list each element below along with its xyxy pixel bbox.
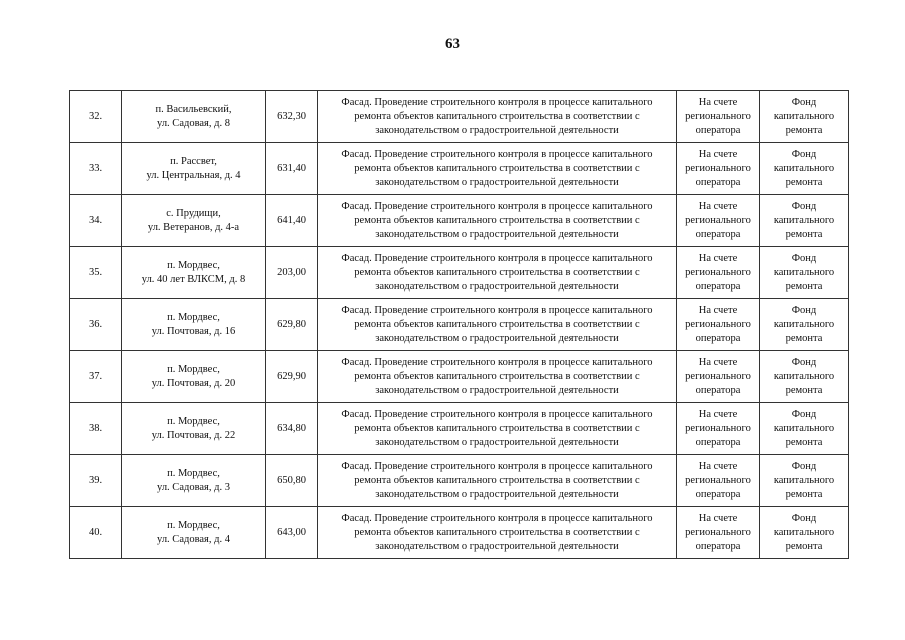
account-text: На счете	[698, 148, 738, 160]
account-text: На счете	[698, 512, 738, 524]
work-description-text: Фасад. Проведение строительного контроля в процессе капитального	[341, 408, 653, 420]
area-cell	[266, 143, 318, 195]
table-row	[70, 507, 849, 559]
account-text: регионального	[685, 370, 751, 382]
row-number-text: 36.	[88, 318, 103, 330]
area-cell	[266, 91, 318, 143]
area-cell	[266, 247, 318, 299]
row-number-cell	[70, 351, 122, 403]
fund-text: ремонта	[785, 332, 823, 344]
address-text: п. Мордвес,	[167, 415, 220, 427]
work-description-text: законодательством о градостроительной деятельности	[375, 436, 619, 448]
account-text: оператора	[695, 332, 741, 344]
row-number-text: 32.	[88, 110, 103, 122]
area-cell	[266, 507, 318, 559]
address-text: ул. Почтовая, д. 16	[151, 325, 236, 337]
address-text: п. Васильевский,	[155, 103, 232, 115]
account-cell	[677, 455, 760, 507]
work-description-text: Фасад. Проведение строительного контроля в процессе капитального	[341, 252, 653, 264]
address-text: ул. Центральная, д. 4	[146, 169, 241, 181]
fund-cell	[760, 455, 849, 507]
row-number-cell	[70, 455, 122, 507]
row-number-cell	[70, 299, 122, 351]
fund-text: капитального	[773, 214, 835, 226]
work-description-cell	[318, 247, 677, 299]
area-text: 650,80	[277, 474, 306, 486]
area-cell	[266, 195, 318, 247]
fund-text: капитального	[773, 318, 835, 330]
account-text: На счете	[698, 200, 738, 212]
fund-text: ремонта	[785, 280, 823, 292]
page-number: 63	[445, 36, 460, 52]
work-description-text: ремонта объектов капитального строительства в соответствии с	[354, 318, 640, 330]
fund-text: капитального	[773, 474, 835, 486]
area-cell	[266, 455, 318, 507]
fund-cell	[760, 351, 849, 403]
repair-table	[69, 90, 849, 559]
work-description-cell	[318, 91, 677, 143]
fund-cell	[760, 299, 849, 351]
account-text: На счете	[698, 408, 738, 420]
work-description-text: ремонта объектов капитального строительства в соответствии с	[354, 422, 640, 434]
address-text: с. Прудищи,	[166, 207, 221, 219]
work-description-text: Фасад. Проведение строительного контроля в процессе капитального	[341, 200, 653, 212]
table-row	[70, 455, 849, 507]
work-description-text: Фасад. Проведение строительного контроля в процессе капитального	[341, 356, 653, 368]
account-cell	[677, 247, 760, 299]
area-text: 643,00	[277, 526, 306, 538]
fund-text: капитального	[773, 266, 835, 278]
area-text: 629,80	[277, 318, 306, 330]
area-text: 203,00	[277, 266, 306, 278]
account-text: регионального	[685, 266, 751, 278]
work-description-text: законодательством о градостроительной деятельности	[375, 332, 619, 344]
fund-text: капитального	[773, 526, 835, 538]
area-text: 634,80	[277, 422, 306, 434]
fund-text: Фонд	[791, 96, 817, 108]
address-text: п. Рассвет,	[170, 155, 217, 167]
fund-cell	[760, 507, 849, 559]
account-cell	[677, 403, 760, 455]
address-cell	[122, 455, 266, 507]
address-cell	[122, 351, 266, 403]
repair-table-body	[70, 91, 849, 559]
account-text: оператора	[695, 540, 741, 552]
address-text: ул. Ветеранов, д. 4-а	[147, 221, 240, 233]
table-row	[70, 143, 849, 195]
work-description-text: законодательством о градостроительной деятельности	[375, 228, 619, 240]
row-number-text: 40.	[88, 526, 103, 538]
table-row	[70, 91, 849, 143]
address-text: ул. Почтовая, д. 20	[151, 377, 236, 389]
account-text: регионального	[685, 110, 751, 122]
work-description-text: законодательством о градостроительной деятельности	[375, 540, 619, 552]
address-text: п. Мордвес,	[167, 467, 220, 479]
fund-text: ремонта	[785, 540, 823, 552]
table-row	[70, 299, 849, 351]
account-text: оператора	[695, 124, 741, 136]
work-description-text: Фасад. Проведение строительного контроля в процессе капитального	[341, 148, 653, 160]
account-text: регионального	[685, 526, 751, 538]
account-text: оператора	[695, 488, 741, 500]
account-cell	[677, 91, 760, 143]
fund-text: ремонта	[785, 436, 823, 448]
work-description-cell	[318, 299, 677, 351]
address-text: ул. Почтовая, д. 22	[151, 429, 236, 441]
account-text: регионального	[685, 318, 751, 330]
fund-text: капитального	[773, 110, 835, 122]
fund-text: Фонд	[791, 512, 817, 524]
work-description-text: Фасад. Проведение строительного контроля в процессе капитального	[341, 96, 653, 108]
fund-text: Фонд	[791, 304, 817, 316]
address-text: ул. Садовая, д. 4	[157, 533, 230, 545]
row-number-cell	[70, 507, 122, 559]
fund-text: Фонд	[791, 200, 817, 212]
fund-text: капитального	[773, 370, 835, 382]
address-cell	[122, 247, 266, 299]
fund-text: ремонта	[785, 124, 823, 136]
area-cell	[266, 299, 318, 351]
row-number-cell	[70, 143, 122, 195]
fund-text: ремонта	[785, 228, 823, 240]
row-number-cell	[70, 195, 122, 247]
work-description-text: законодательством о градостроительной деятельности	[375, 176, 619, 188]
address-cell	[122, 91, 266, 143]
account-cell	[677, 299, 760, 351]
row-number-text: 37.	[88, 370, 103, 382]
area-text: 632,30	[277, 110, 306, 122]
address-text: п. Мордвес,	[167, 519, 220, 531]
address-text: ул. Садовая, д. 3	[157, 481, 230, 493]
address-text: ул. Садовая, д. 8	[157, 117, 230, 129]
work-description-text: Фасад. Проведение строительного контроля в процессе капитального	[341, 304, 653, 316]
area-cell	[266, 403, 318, 455]
account-cell	[677, 351, 760, 403]
work-description-text: ремонта объектов капитального строительства в соответствии с	[354, 110, 640, 122]
row-number-cell	[70, 247, 122, 299]
address-text: ул. 40 лет ВЛКСМ, д. 8	[141, 273, 246, 285]
table-row	[70, 247, 849, 299]
address-cell	[122, 143, 266, 195]
fund-text: Фонд	[791, 460, 817, 472]
address-text: п. Мордвес,	[167, 311, 220, 323]
work-description-text: законодательством о градостроительной деятельности	[375, 280, 619, 292]
account-text: регионального	[685, 474, 751, 486]
work-description-cell	[318, 143, 677, 195]
address-text: п. Мордвес,	[167, 259, 220, 271]
account-text: регионального	[685, 422, 751, 434]
work-description-text: законодательством о градостроительной деятельности	[375, 124, 619, 136]
work-description-text: законодательством о градостроительной деятельности	[375, 488, 619, 500]
table-row	[70, 195, 849, 247]
row-number-text: 35.	[88, 266, 103, 278]
work-description-cell	[318, 195, 677, 247]
fund-cell	[760, 403, 849, 455]
account-text: На счете	[698, 96, 738, 108]
fund-text: Фонд	[791, 356, 817, 368]
work-description-text: ремонта объектов капитального строительства в соответствии с	[354, 474, 640, 486]
account-text: оператора	[695, 436, 741, 448]
fund-cell	[760, 247, 849, 299]
fund-text: ремонта	[785, 384, 823, 396]
fund-text: капитального	[773, 422, 835, 434]
work-description-cell	[318, 507, 677, 559]
fund-text: ремонта	[785, 176, 823, 188]
fund-text: Фонд	[791, 252, 817, 264]
fund-text: Фонд	[791, 148, 817, 160]
row-number-cell	[70, 403, 122, 455]
row-number-text: 39.	[88, 474, 103, 486]
work-description-cell	[318, 351, 677, 403]
work-description-text: Фасад. Проведение строительного контроля в процессе капитального	[341, 460, 653, 472]
account-text: оператора	[695, 176, 741, 188]
fund-cell	[760, 195, 849, 247]
account-text: регионального	[685, 162, 751, 174]
work-description-cell	[318, 455, 677, 507]
row-number-text: 34.	[88, 214, 103, 226]
work-description-text: ремонта объектов капитального строительства в соответствии с	[354, 266, 640, 278]
row-number-text: 38.	[88, 422, 103, 434]
area-text: 631,40	[277, 162, 306, 174]
address-cell	[122, 507, 266, 559]
account-text: На счете	[698, 356, 738, 368]
work-description-cell	[318, 403, 677, 455]
account-cell	[677, 195, 760, 247]
work-description-text: ремонта объектов капитального строительства в соответствии с	[354, 162, 640, 174]
address-cell	[122, 195, 266, 247]
work-description-text: законодательством о градостроительной деятельности	[375, 384, 619, 396]
address-cell	[122, 299, 266, 351]
account-text: оператора	[695, 228, 741, 240]
account-text: На счете	[698, 252, 738, 264]
area-text: 629,90	[277, 370, 306, 382]
row-number-cell	[70, 91, 122, 143]
work-description-text: Фасад. Проведение строительного контроля в процессе капитального	[341, 512, 653, 524]
area-cell	[266, 351, 318, 403]
account-text: оператора	[695, 384, 741, 396]
address-text: п. Мордвес,	[167, 363, 220, 375]
account-cell	[677, 507, 760, 559]
account-text: регионального	[685, 214, 751, 226]
row-number-text: 33.	[88, 162, 103, 174]
account-text: оператора	[695, 280, 741, 292]
fund-text: капитального	[773, 162, 835, 174]
fund-cell	[760, 91, 849, 143]
fund-text: ремонта	[785, 488, 823, 500]
table-row	[70, 403, 849, 455]
fund-text: Фонд	[791, 408, 817, 420]
area-text: 641,40	[277, 214, 306, 226]
account-text: На счете	[698, 460, 738, 472]
address-cell	[122, 403, 266, 455]
account-text: На счете	[698, 304, 738, 316]
fund-cell	[760, 143, 849, 195]
work-description-text: ремонта объектов капитального строительства в соответствии с	[354, 526, 640, 538]
work-description-text: ремонта объектов капитального строительства в соответствии с	[354, 370, 640, 382]
work-description-text: ремонта объектов капитального строительства в соответствии с	[354, 214, 640, 226]
account-cell	[677, 143, 760, 195]
table-row	[70, 351, 849, 403]
